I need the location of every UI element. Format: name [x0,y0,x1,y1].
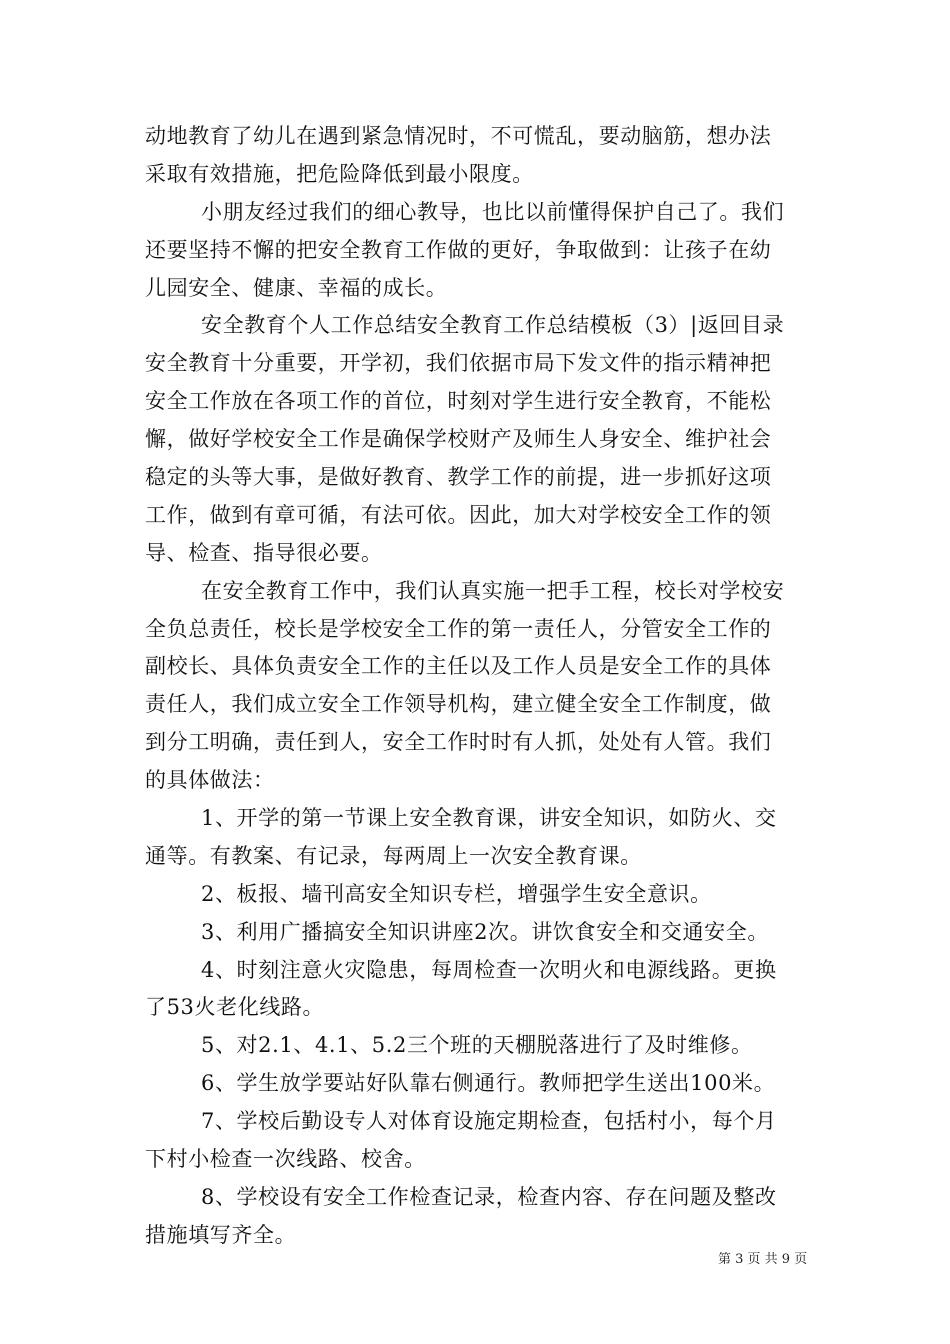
text-line: 安全工作放在各项工作的首位，时刻对学生进行安全教育，不能松 [145,389,772,414]
text-line: 动地教育了幼儿在遇到紧急情况时，不可慌乱，要动脑筋，想办法 [145,124,772,148]
list-item-line: 4、时刻注意火灾隐患，每周检查一次明火和电源线路。更换 [201,957,777,982]
list-item-line: 8、学校设有安全工作检查记录，检查内容、存在问题及整改 [201,1184,777,1209]
section-heading-line: 安全教育个人工作总结安全教育工作总结模板（3）|返回目录 [201,313,785,338]
text-line: 小朋友经过我们的细心教导，也比以前懂得保护自己了。我们 [201,199,785,224]
text-line: 到分工明确，责任到人，安全工作时时有人抓，处处有人管。我们 [145,730,772,755]
text-line: 儿园安全、健康、幸福的成长。 [145,275,448,300]
text-line: 导、检查、指导很必要。 [145,540,383,565]
text-line: 了53火老化线路。 [145,995,325,1020]
text-line: 全负总责任，校长是学校安全工作的第一责任人，分管安全工作的 [145,616,772,641]
list-item-line: 3、利用广播搞安全知识讲座2次。讲饮食安全和交通安全。 [201,919,769,944]
page-number-footer: 第 3 页 共 9 页 [718,1252,808,1267]
text-line: 安全教育十分重要，开学初，我们依据市局下发文件的指示精神把 [145,351,772,376]
document-body [145,118,810,1255]
text-line: 副校长、具体负责安全工作的主任以及工作人员是安全工作的具体 [145,654,772,679]
list-item-line: 7、学校后勤设专人对体育设施定期检查，包括村小，每个月 [201,1109,777,1134]
list-item-line: 2、板报、墙刊高安全知识专栏，增强学生安全意识。 [201,881,712,906]
text-line: 下村小检查一次线路、校舍。 [145,1147,426,1172]
text-line: 稳定的头等大事，是做好教育、教学工作的前提，进一步抓好这项 [145,465,772,490]
text-line: 的具体做法： [145,768,275,793]
text-line: 还要坚持不懈的把安全教育工作做的更好，争取做到：让孩子在幼 [145,237,772,262]
list-item-line: 5、对2.1、4.1、5.2三个班的天棚脱落进行了及时维修。 [201,1033,753,1058]
text-line: 懈，做好学校安全工作是确保学校财产及师生人身安全、维护社会 [145,427,772,452]
text-line: 通等。有教案、有记录，每两周上一次安全教育课。 [145,843,642,868]
text-line: 责任人，我们成立安全工作领导机构，建立健全安全工作制度，做 [145,692,772,717]
list-item-line: 1、开学的第一节课上安全教育课，讲安全知识，如防火、交 [201,806,777,831]
text-line: 在安全教育工作中，我们认真实施一把手工程，校长对学校安 [201,578,785,603]
text-line: 措施填写齐全。 [145,1222,297,1247]
list-item-line: 6、学生放学要站好队靠右侧通行。教师把学生送出100米。 [201,1071,776,1096]
text-line: 采取有效措施，把危险降低到最小限度。 [145,161,534,186]
text-line: 工作，做到有章可循，有法可依。因此，加大对学校安全工作的领 [145,502,772,527]
